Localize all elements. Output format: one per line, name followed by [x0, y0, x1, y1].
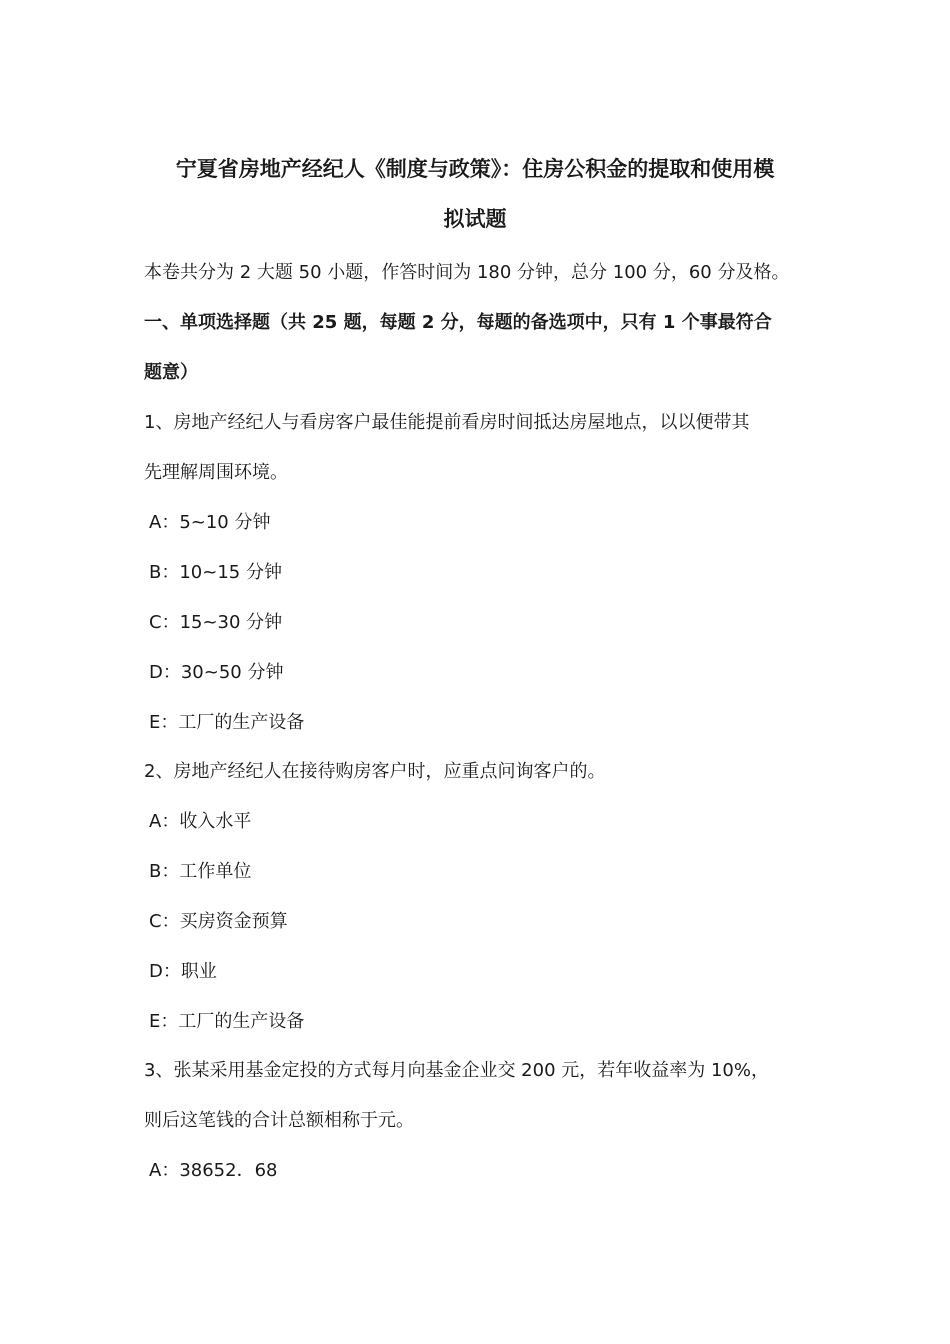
question-1-option-e: E：工厂的生产设备 — [149, 712, 305, 733]
question-1-option-a: A：5~10 分钟 — [149, 512, 271, 533]
exam-intro: 本卷共分为 2 大题 50 小题，作答时间为 180 分钟，总分 100 分，60 分及格。 — [144, 262, 790, 283]
question-2-option-b: B：工作单位 — [149, 861, 252, 882]
question-1-option-d: D：30~50 分钟 — [149, 662, 284, 683]
question-1-stem-line-2: 先理解周围环境。 — [144, 462, 288, 483]
question-3-option-a: A：38652．68 — [149, 1160, 278, 1181]
question-2-option-e: E：工厂的生产设备 — [149, 1011, 305, 1032]
section-heading-line-2: 题意） — [144, 362, 198, 383]
question-1-option-b: B：10~15 分钟 — [149, 562, 282, 583]
question-3-stem-line-1: 3、张某采用基金定投的方式每月向基金企业交 200 元，若年收益率为 10%， — [144, 1060, 769, 1081]
question-2-option-a: A：收入水平 — [149, 811, 252, 832]
question-2-stem: 2、房地产经纪人在接待购房客户时，应重点问询客户的。 — [144, 761, 606, 782]
section-heading-line-1: 一、单项选择题（共 25 题，每题 2 分，每题的备选项中，只有 1 个事最符合 — [144, 312, 772, 333]
question-1-option-c: C：15~30 分钟 — [149, 612, 283, 633]
question-2-option-c: C：买房资金预算 — [149, 911, 288, 932]
question-2-option-d: D：职业 — [149, 961, 217, 982]
question-1-stem-line-1: 1、房地产经纪人与看房客户最佳能提前看房时间抵达房屋地点，以以便带其 — [144, 412, 750, 433]
document-title-line-1: 宁夏省房地产经纪人《制度与政策》：住房公积金的提取和使用模 — [175, 157, 775, 181]
question-3-stem-line-2: 则后这笔钱的合计总额相称于元。 — [144, 1110, 414, 1131]
document-title-line-2: 拟试题 — [443, 207, 507, 231]
